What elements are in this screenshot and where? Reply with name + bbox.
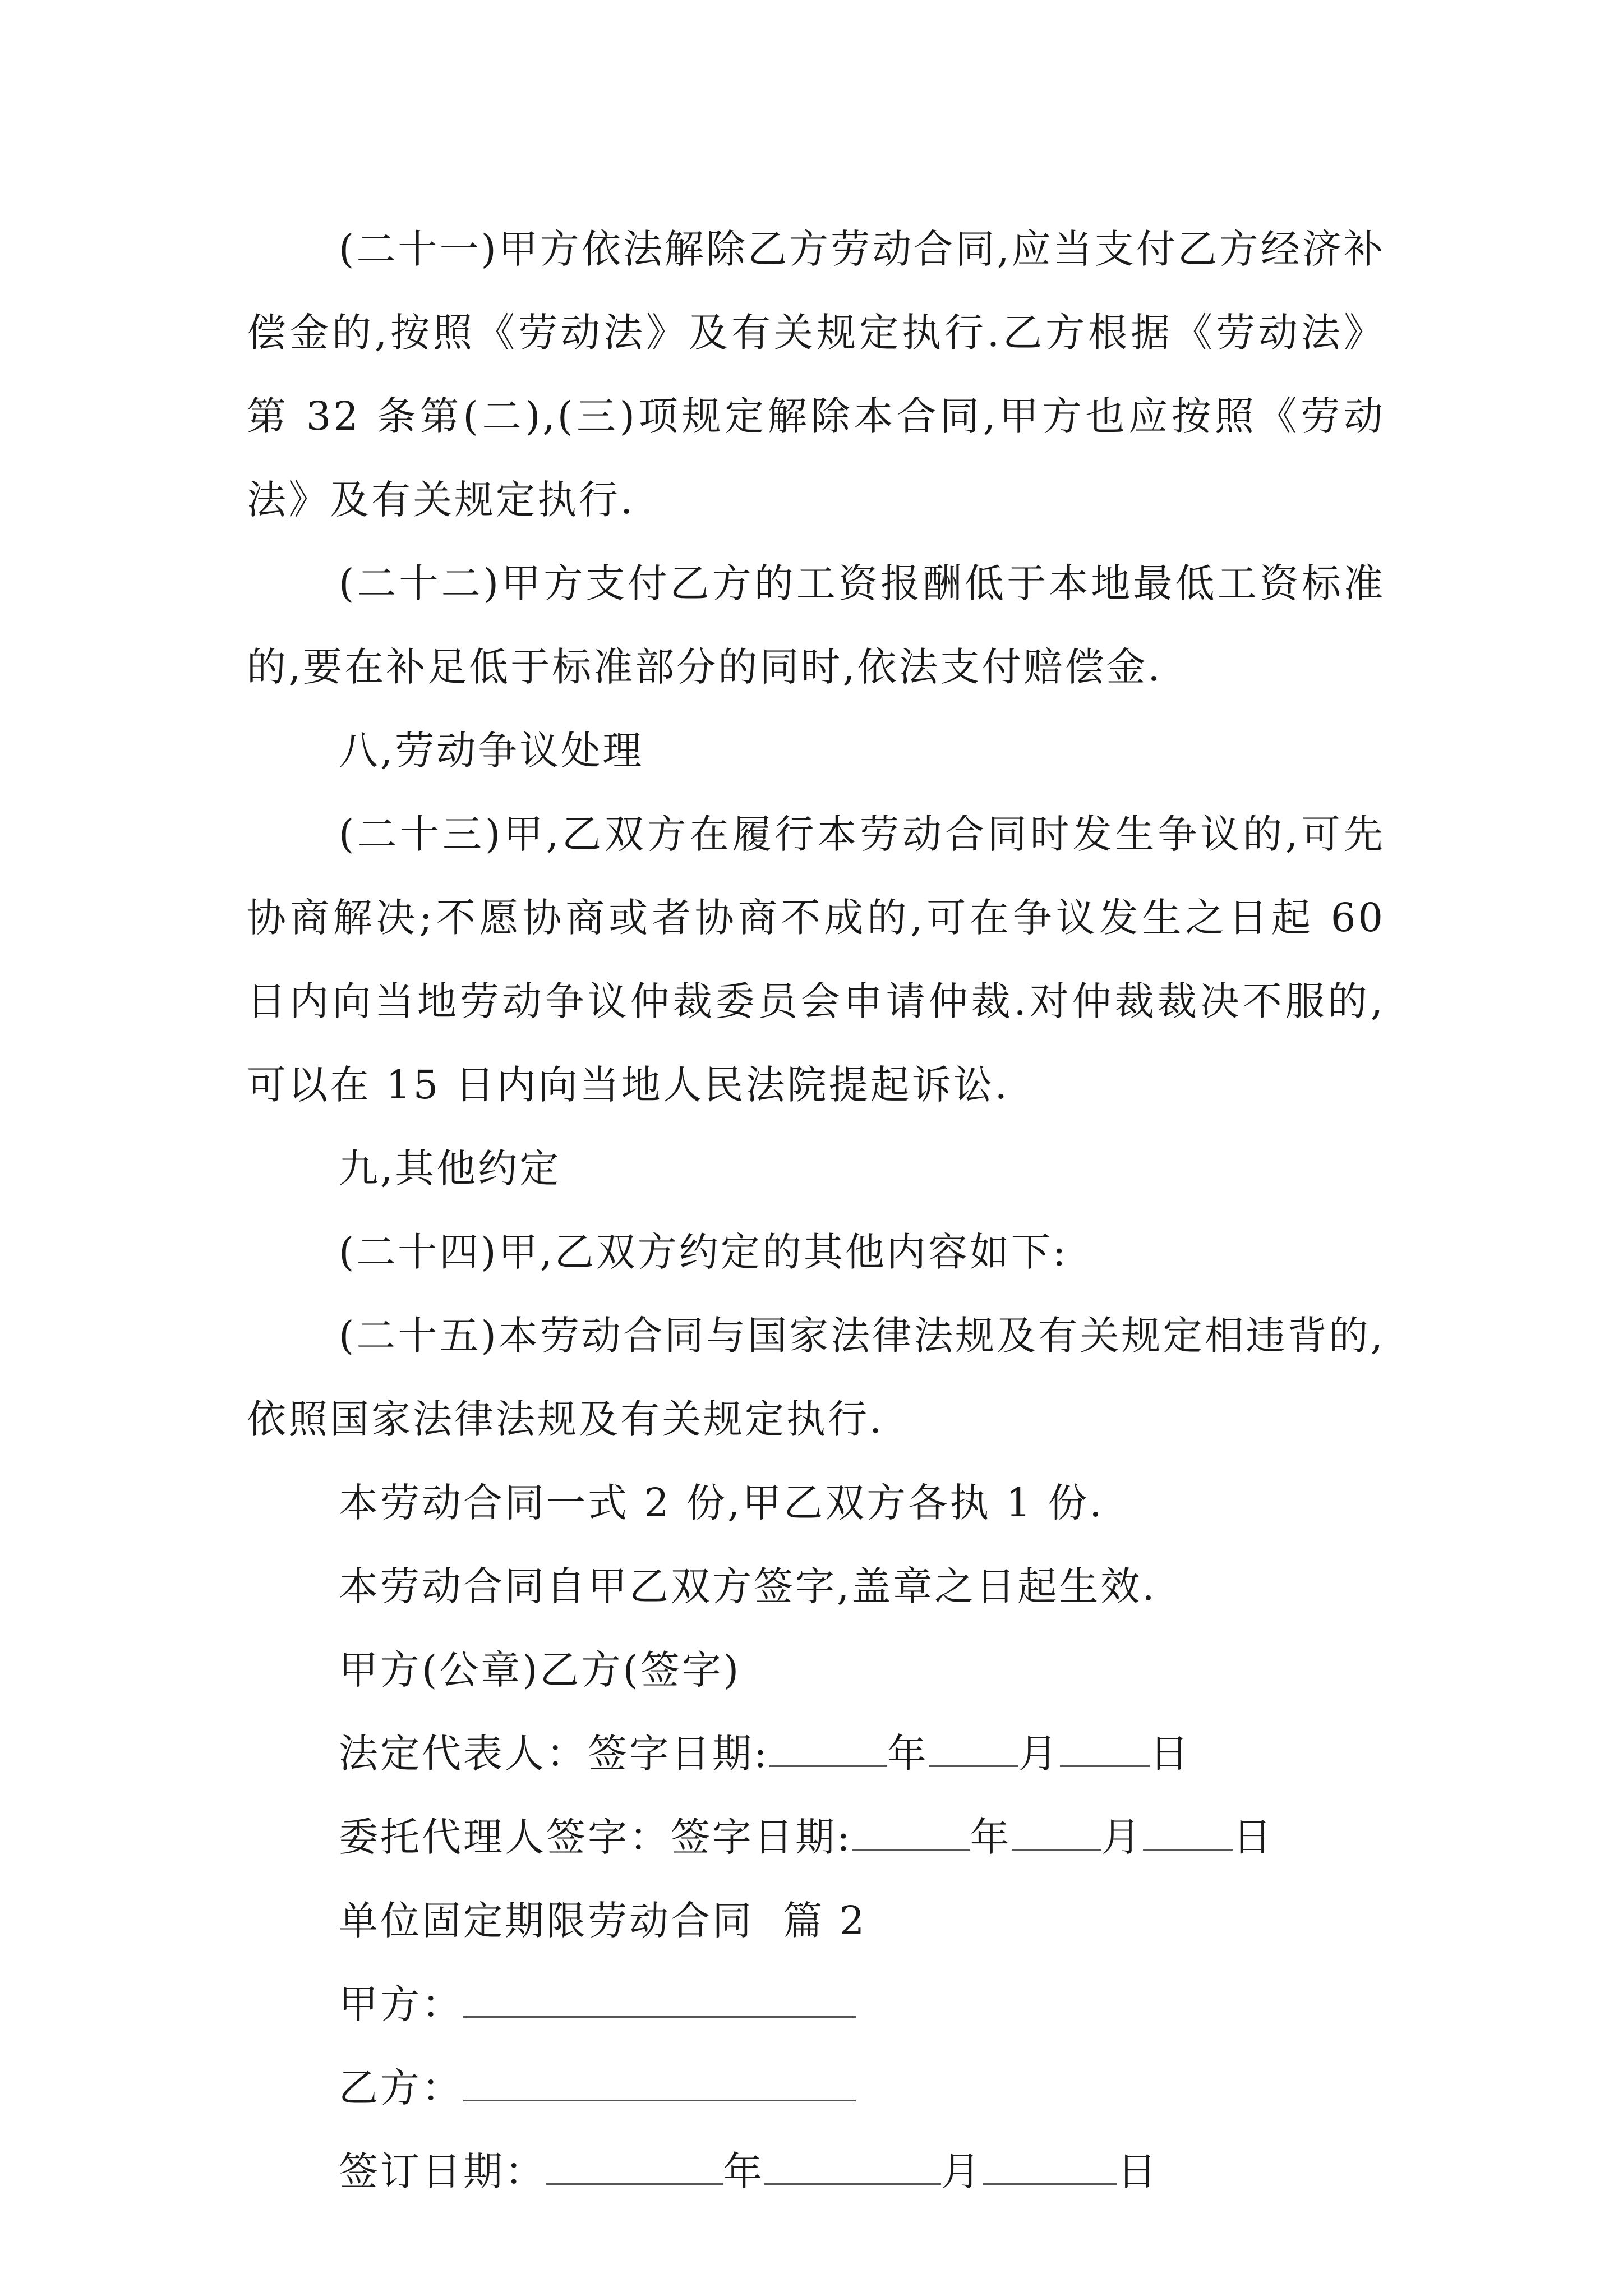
sign-date-day-blank[interactable] bbox=[983, 2150, 1117, 2185]
agent-year-label: 年 bbox=[970, 1814, 1012, 1860]
sign-date-year-blank[interactable] bbox=[546, 2150, 723, 2185]
party-a-blank[interactable] bbox=[463, 1982, 856, 2018]
section-title bbox=[247, 1879, 1385, 1963]
clause-24: (二十四)甲,乙双方约定的其他内容如下: bbox=[339, 1229, 1068, 1275]
agent-month-label: 月 bbox=[1101, 1814, 1143, 1860]
clause-23: (二十三)甲,乙双方在履行本劳动合同时发生争议的,可先协商解决;不愿协商或者协商不成的,可在争议发生之日起 60 日内向当地劳动争议仲裁委员会申请仲裁.对仲裁裁决不服的,可以在 15 日内向当地人民法院提起诉讼. bbox=[247, 811, 1385, 1108]
sign-date-day-label: 日 bbox=[1117, 2148, 1159, 2194]
sign-date-month-blank[interactable] bbox=[764, 2150, 941, 2185]
legal-rep-year-label: 年 bbox=[887, 1731, 929, 1777]
clause-22: (二十二)甲方支付乙方的工资报酬低于本地最低工资标准的,要在补足低于标准部分的同时,依法支付赔偿金. bbox=[247, 560, 1385, 690]
legal-rep-month-blank[interactable] bbox=[929, 1732, 1018, 1767]
sign-date-line bbox=[247, 2130, 1385, 2214]
clause-21: (二十一)甲方依法解除乙方劳动合同,应当支付乙方经济补偿金的,按照《劳动法》及有关规定执行.乙方根据《劳动法》第 32 条第(二),(三)项规定解除本合同,甲方也应按照《劳动法》及有关规定执行. bbox=[247, 226, 1385, 523]
party-b-blank[interactable] bbox=[463, 2066, 856, 2101]
sign-date-month-label: 月 bbox=[941, 2148, 983, 2194]
sign-date-label: 签订日期： bbox=[339, 2148, 546, 2194]
legal-rep-year-blank[interactable] bbox=[769, 1732, 887, 1767]
legal-rep-label: 法定代表人：签字日期: bbox=[339, 1731, 769, 1777]
effective-statement: 本劳动合同自甲乙双方签字,盖章之日起生效. bbox=[339, 1563, 1157, 1609]
agent-month-blank[interactable] bbox=[1012, 1815, 1101, 1851]
copies-statement: 本劳动合同一式 2 份,甲乙双方各执 1 份. bbox=[339, 1480, 1104, 1526]
agent-sign-line bbox=[247, 1796, 1385, 1879]
legal-rep-day-blank[interactable] bbox=[1060, 1732, 1150, 1767]
heading-other-terms: 九,其他约定 bbox=[339, 1145, 561, 1191]
agent-day-blank[interactable] bbox=[1143, 1815, 1233, 1851]
clause-25: (二十五)本劳动合同与国家法律法规及有关规定相违背的,依照国家法律法规及有关规定执行. bbox=[247, 1313, 1385, 1442]
party-b-label: 乙方： bbox=[339, 2065, 463, 2111]
agent-year-blank[interactable] bbox=[852, 1815, 970, 1851]
document-body bbox=[247, 208, 1385, 2214]
agent-label: 委托代理人签字：签字日期: bbox=[339, 1814, 852, 1860]
heading-labor-dispute: 八,劳动争议处理 bbox=[339, 728, 644, 774]
section-title-text: 单位固定期限劳动合同 篇 2 bbox=[339, 1898, 867, 1944]
party-b-line bbox=[247, 2046, 1385, 2130]
signature-parties: 甲方(公章)乙方(签字) bbox=[339, 1647, 741, 1693]
legal-rep-sign-line bbox=[247, 1712, 1385, 1796]
party-a-label: 甲方： bbox=[339, 1981, 463, 2027]
legal-rep-month-label: 月 bbox=[1018, 1731, 1060, 1777]
party-a-line bbox=[247, 1963, 1385, 2046]
sign-date-year-label: 年 bbox=[723, 2148, 764, 2194]
agent-day-label: 日 bbox=[1232, 1814, 1274, 1860]
legal-rep-day-label: 日 bbox=[1149, 1731, 1191, 1777]
